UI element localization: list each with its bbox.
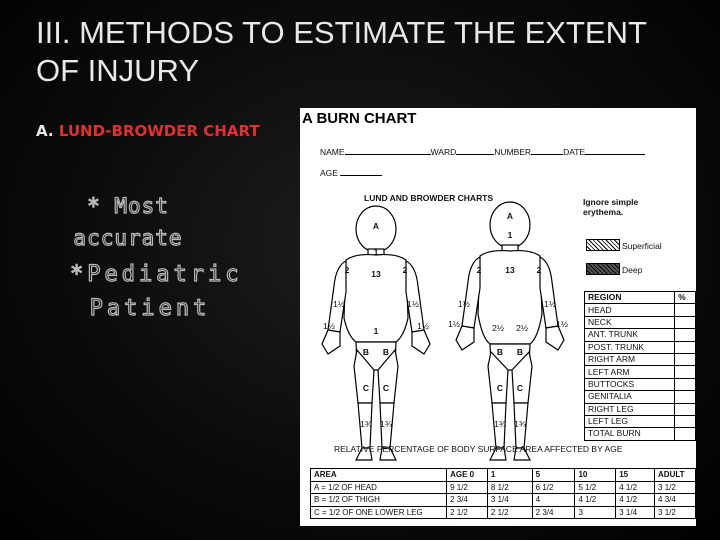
back-label-left-foot: 1¾: [494, 419, 506, 429]
table-row: [585, 329, 696, 341]
back-label-left-thigh: B: [496, 347, 504, 357]
region-cell: NECK: [585, 316, 675, 328]
back-label-neck: 1: [507, 230, 513, 240]
front-label-right-forearm: 1½: [333, 299, 345, 309]
back-label-left-hand: 1½: [448, 319, 460, 329]
superficial-label: Superficial: [622, 241, 662, 251]
percent-cell: [675, 353, 696, 365]
back-label-right-lower-leg: C: [516, 383, 524, 393]
method-subheading: [36, 122, 260, 140]
back-label-head: A: [506, 211, 514, 221]
value-cell: 2 1/2: [487, 506, 532, 519]
percent-cell: [675, 316, 696, 328]
front-label-left-lower-leg: C: [382, 383, 390, 393]
region-cell: HEAD: [585, 304, 675, 316]
note-most-accurate: * Most accurate: [73, 194, 183, 250]
area-cell: A = 1/2 OF HEAD: [311, 481, 447, 494]
relative-percentage-caption: RELATIVE PERCENTAGE OF BODY SURFACE AREA AFFECTED BY AGE: [334, 444, 623, 454]
adult-header: ADULT: [655, 469, 696, 482]
age-5-header: 5: [532, 469, 575, 482]
value-cell: 8 1/2: [487, 481, 532, 494]
front-label-genitalia: 1: [373, 326, 379, 336]
front-label-left-hand: 1½: [417, 321, 429, 331]
front-label-right-upper-arm: 2: [344, 265, 350, 275]
percent-cell: [675, 304, 696, 316]
back-label-left-buttock: 2½: [492, 323, 504, 333]
back-label-right-hand: 1½: [556, 319, 568, 329]
age-1-header: 1: [487, 469, 532, 482]
subhead-prefix: A.: [36, 122, 59, 140]
area-cell: C = 1/2 OF ONE LOWER LEG: [311, 506, 447, 519]
value-cell: 4 1/2: [616, 494, 655, 507]
age-15-header: 15: [616, 469, 655, 482]
front-label-left-forearm: 1½: [407, 299, 419, 309]
front-label-left-upper-arm: 2: [402, 265, 408, 275]
region-cell: BUTTOCKS: [585, 378, 675, 390]
table-row: [585, 378, 696, 390]
back-label-right-buttock: 2½: [516, 323, 528, 333]
back-label-left-forearm: 1½: [458, 299, 470, 309]
subhead-lund-browder: LUND-BROWDER CHART: [58, 122, 260, 140]
table-row: [311, 506, 696, 519]
region-cell: POST. TRUNK: [585, 341, 675, 353]
value-cell: 4: [532, 494, 575, 507]
value-cell: 4 1/2: [616, 481, 655, 494]
percent-cell: [675, 391, 696, 403]
age-10-header: 10: [575, 469, 616, 482]
table-row: [585, 391, 696, 403]
front-label-neck: 1: [373, 247, 379, 257]
burn-chart-image: [300, 108, 696, 526]
back-label-right-upper-arm: 2: [536, 265, 542, 275]
value-cell: 2 1/2: [447, 506, 488, 519]
note-pediatric-patient: *Pediatric Patient: [70, 262, 243, 321]
age-table-header: [311, 469, 696, 482]
region-table: [584, 291, 696, 441]
region-cell: RIGHT LEG: [585, 403, 675, 415]
value-cell: 5 1/2: [575, 481, 616, 494]
form-name-label: NAME: [320, 147, 345, 157]
slide-title: III. METHODS TO ESTIMATE THE EXTENT OF INJURY: [36, 15, 647, 88]
value-cell: 3 1/2: [655, 481, 696, 494]
front-label-trunk: 13: [371, 269, 381, 279]
value-cell: 3 1/4: [616, 506, 655, 519]
region-cell: LEFT ARM: [585, 366, 675, 378]
value-cell: 3: [575, 506, 616, 519]
percent-cell: [675, 341, 696, 353]
table-row: [585, 304, 696, 316]
form-ward-label: WARD: [430, 147, 457, 157]
front-label-right-lower-leg: C: [362, 383, 370, 393]
form-age-label: AGE: [320, 168, 338, 178]
deep-label: Deep: [622, 265, 643, 275]
percent-cell: [675, 415, 696, 427]
back-body-figure: [456, 202, 564, 460]
region-cell: RIGHT ARM: [585, 353, 675, 365]
form-date-label: DATE: [563, 147, 586, 157]
back-label-trunk: 13: [505, 265, 515, 275]
table-row: [585, 316, 696, 328]
table-row: [311, 494, 696, 507]
ignore-erythema-note: Ignore simple erythema.: [583, 197, 639, 217]
percent-cell: [675, 403, 696, 415]
value-cell: 2 3/4: [532, 506, 575, 519]
burn-chart-title: A BURN CHART: [302, 110, 417, 127]
table-row: [585, 415, 696, 427]
area-cell: B = 1/2 OF THIGH: [311, 494, 447, 507]
lund-browder-charts-title: LUND AND BROWDER CHARTS: [364, 193, 494, 203]
table-row: [585, 341, 696, 353]
value-cell: 4 3/4: [655, 494, 696, 507]
back-label-right-forearm: 1½: [544, 299, 556, 309]
percent-cell: [675, 366, 696, 378]
age-table: [310, 468, 696, 519]
percent-cell: [675, 428, 696, 440]
region-cell: TOTAL BURN: [585, 428, 675, 440]
region-cell: GENITALIA: [585, 391, 675, 403]
front-label-left-thigh: B: [382, 347, 390, 357]
table-row: [585, 353, 696, 365]
percent-header: %: [675, 292, 696, 304]
area-header: AREA: [311, 469, 447, 482]
percent-cell: [675, 378, 696, 390]
region-table-header: [585, 292, 696, 304]
front-label-left-foot: 1¾: [380, 419, 392, 429]
percent-cell: [675, 329, 696, 341]
value-cell: 6 1/2: [532, 481, 575, 494]
age-0-header: AGE 0: [447, 469, 488, 482]
table-row: [311, 481, 696, 494]
region-cell: ANT. TRUNK: [585, 329, 675, 341]
back-label-left-upper-arm: 2: [476, 265, 482, 275]
back-label-right-foot: 1¾: [514, 419, 526, 429]
front-label-right-hand: 1½: [323, 321, 335, 331]
value-cell: 3 1/2: [655, 506, 696, 519]
value-cell: 4 1/2: [575, 494, 616, 507]
value-cell: 3 1/4: [487, 494, 532, 507]
table-row: [585, 428, 696, 440]
front-label-right-foot: 1¾: [360, 419, 372, 429]
back-label-right-thigh: B: [516, 347, 524, 357]
front-label-right-thigh: B: [362, 347, 370, 357]
region-cell: LEFT LEG: [585, 415, 675, 427]
table-row: [585, 366, 696, 378]
front-label-head: A: [372, 221, 380, 231]
form-number-label: NUMBER: [494, 147, 532, 157]
value-cell: 2 3/4: [447, 494, 488, 507]
value-cell: 9 1/2: [447, 481, 488, 494]
table-row: [585, 403, 696, 415]
region-header: REGION: [585, 292, 675, 304]
back-label-left-lower-leg: C: [496, 383, 504, 393]
